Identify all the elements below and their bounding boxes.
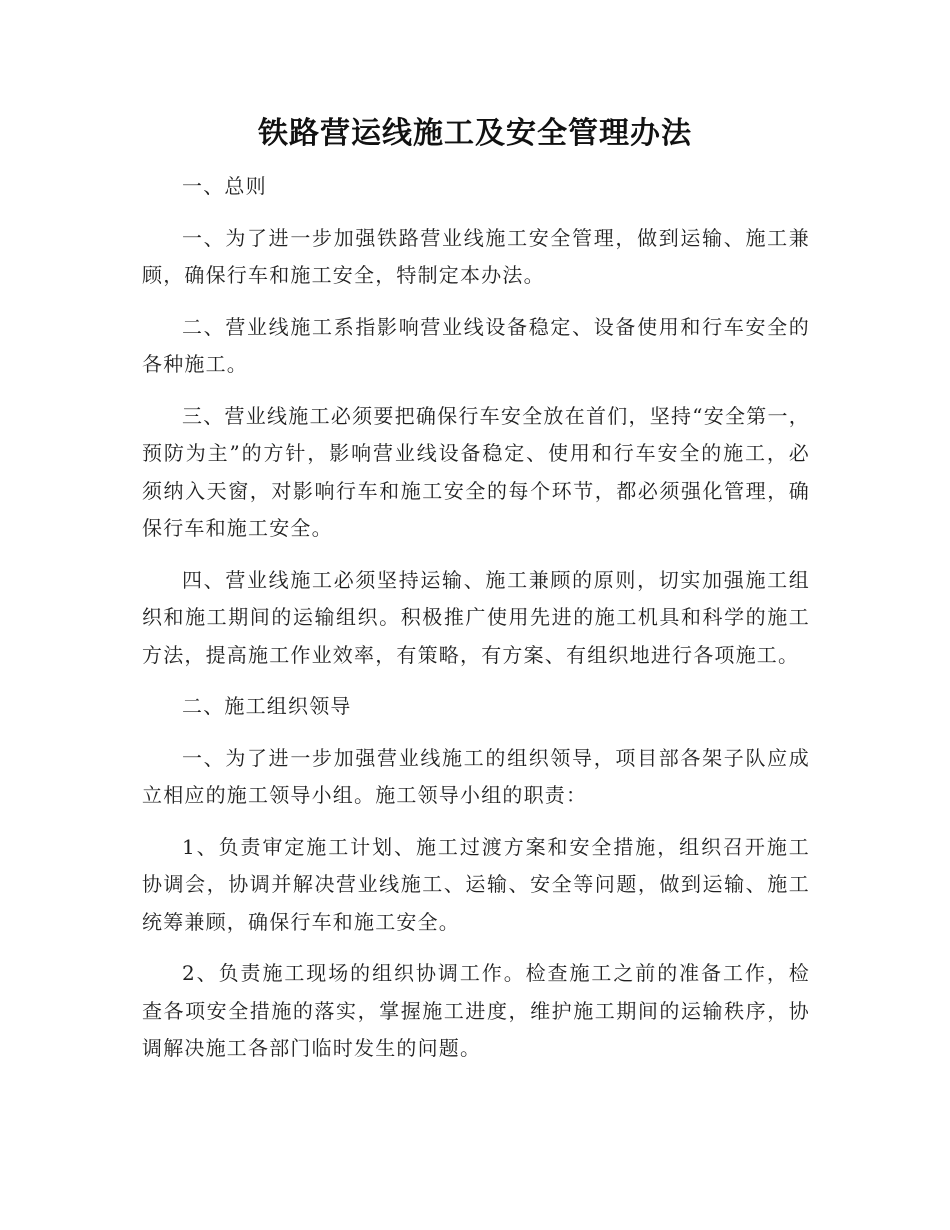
paragraph: 一、为了进一步加强铁路营业线施工安全管理，做到运输、施工兼顾，确保行车和施工安全，特制定本办法。 [142, 225, 810, 287]
section-heading-general: 一、总则 [182, 174, 267, 198]
paragraph: 2、负责施工现场的组织协调工作。检查施工之前的准备工作，检查各项安全措施的落实，掌握施工进度，维护施工期间的运输秩序，协调解决施工各部门临时发生的问题。 [142, 961, 810, 1060]
paragraph: 二、营业线施工系指影响营业线设备稳定、设备使用和行车安全的各种施工。 [142, 314, 810, 376]
document-title: 铁路营运线施工及安全管理办法 [258, 116, 692, 151]
paragraph: 四、营业线施工必须坚持运输、施工兼顾的原则，切实加强施工组织和施工期间的运输组织。积极推广使用先进的施工机具和科学的施工方法，提高施工作业效率，有策略，有方案、有组织地进行各项施工。 [142, 567, 810, 667]
paragraph: 1、负责审定施工计划、施工过渡方案和安全措施，组织召开施工协调会，协调并解决营业线施工、运输、安全等问题，做到运输、施工统筹兼顾，确保行车和施工安全。 [142, 834, 810, 934]
paragraph: 一、为了进一步加强营业线施工的组织领导，项目部各架子队应成立相应的施工领导小组。施工领导小组的职责： [142, 745, 810, 807]
section-heading-organization: 二、施工组织领导 [182, 694, 352, 718]
document-body [142, 168, 810, 1082]
paragraph: 三、营业线施工必须要把确保行车安全放在首们，坚持“安全第一，预防为主”的方针，影响营业线设备稳定、使用和行车安全的施工，必须纳入天窗，对影响行车和施工安全的每个环节，都必须强化管理，确保行车和施工安全。 [142, 403, 810, 540]
